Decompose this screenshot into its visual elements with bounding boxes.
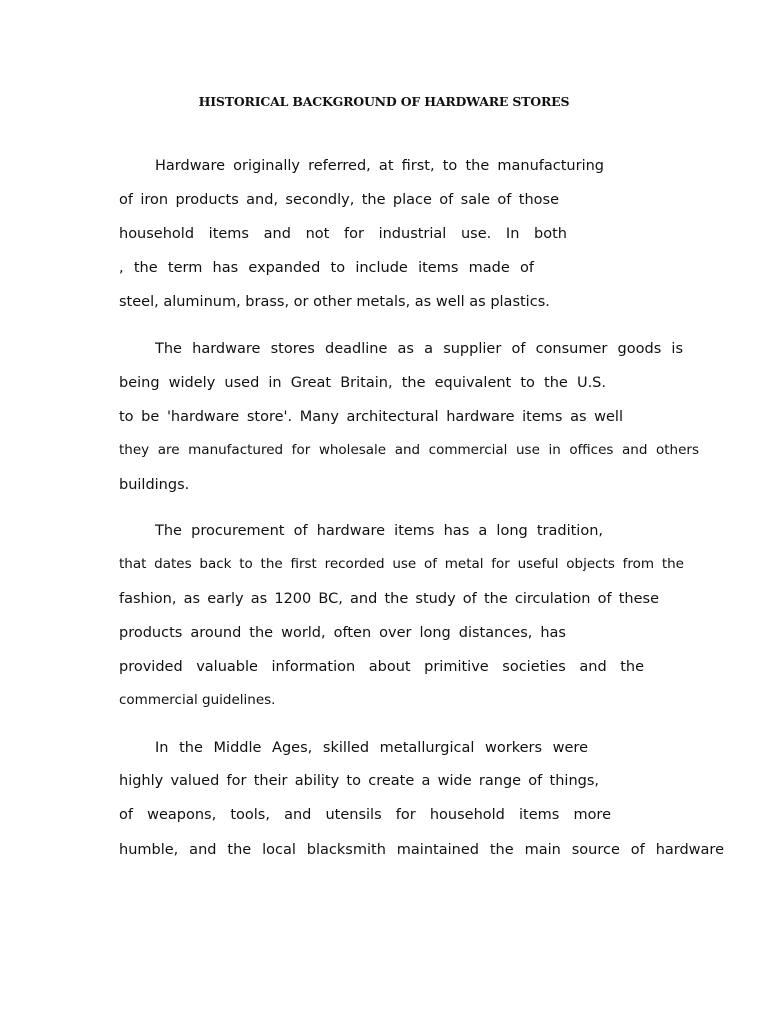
paragraph-4-line-3: of weapons, tools, and utensils for household items more	[119, 807, 611, 823]
paragraph-2-line-2: being widely used in Great Britain, the equivalent to the U.S.	[119, 375, 606, 391]
paragraph-3-line-1: The procurement of hardware items has a long tradition,	[155, 523, 603, 539]
paragraph-3-line-5: provided valuable information about primitive societies and the	[119, 659, 644, 675]
document-title: HISTORICAL BACKGROUND OF HARDWARE STORES	[198, 94, 570, 109]
paragraph-2-line-3: to be 'hardware store'. Many architectural hardware items as well	[119, 409, 623, 425]
paragraph-4-line-2: highly valued for their ability to create a wide range of things,	[119, 773, 599, 789]
paragraph-2-line-4: they are manufactured for wholesale and commercial use in offices and others	[119, 442, 699, 458]
paragraph-1-line-5: steel, aluminum, brass, or other metals, as well as plastics.	[119, 294, 550, 310]
paragraph-3-line-2: that dates back to the first recorded use of metal for useful objects from the	[119, 556, 684, 572]
paragraph-4-line-1: In the Middle Ages, skilled metallurgical workers were	[155, 740, 588, 756]
paragraph-3-line-3: fashion, as early as 1200 BC, and the study of the circulation of these	[119, 591, 659, 607]
paragraph-1-line-1: Hardware originally referred, at first, to the manufacturing	[155, 158, 604, 174]
paragraph-1-line-4: , the term has expanded to include items made of	[119, 260, 534, 276]
paragraph-1-line-2: of iron products and, secondly, the place of sale of those	[119, 192, 559, 208]
paragraph-2-line-5: buildings.	[119, 477, 190, 493]
paragraph-1-line-3: household items and not for industrial use. In both	[119, 226, 567, 242]
paragraph-2-line-1: The hardware stores deadline as a supplier of consumer goods is	[155, 341, 683, 357]
paragraph-3-line-4: products around the world, often over long distances, has	[119, 625, 566, 641]
paragraph-3-line-6: commercial guidelines.	[119, 692, 276, 708]
paragraph-4-line-4: humble, and the local blacksmith maintained the main source of hardware	[119, 842, 724, 858]
